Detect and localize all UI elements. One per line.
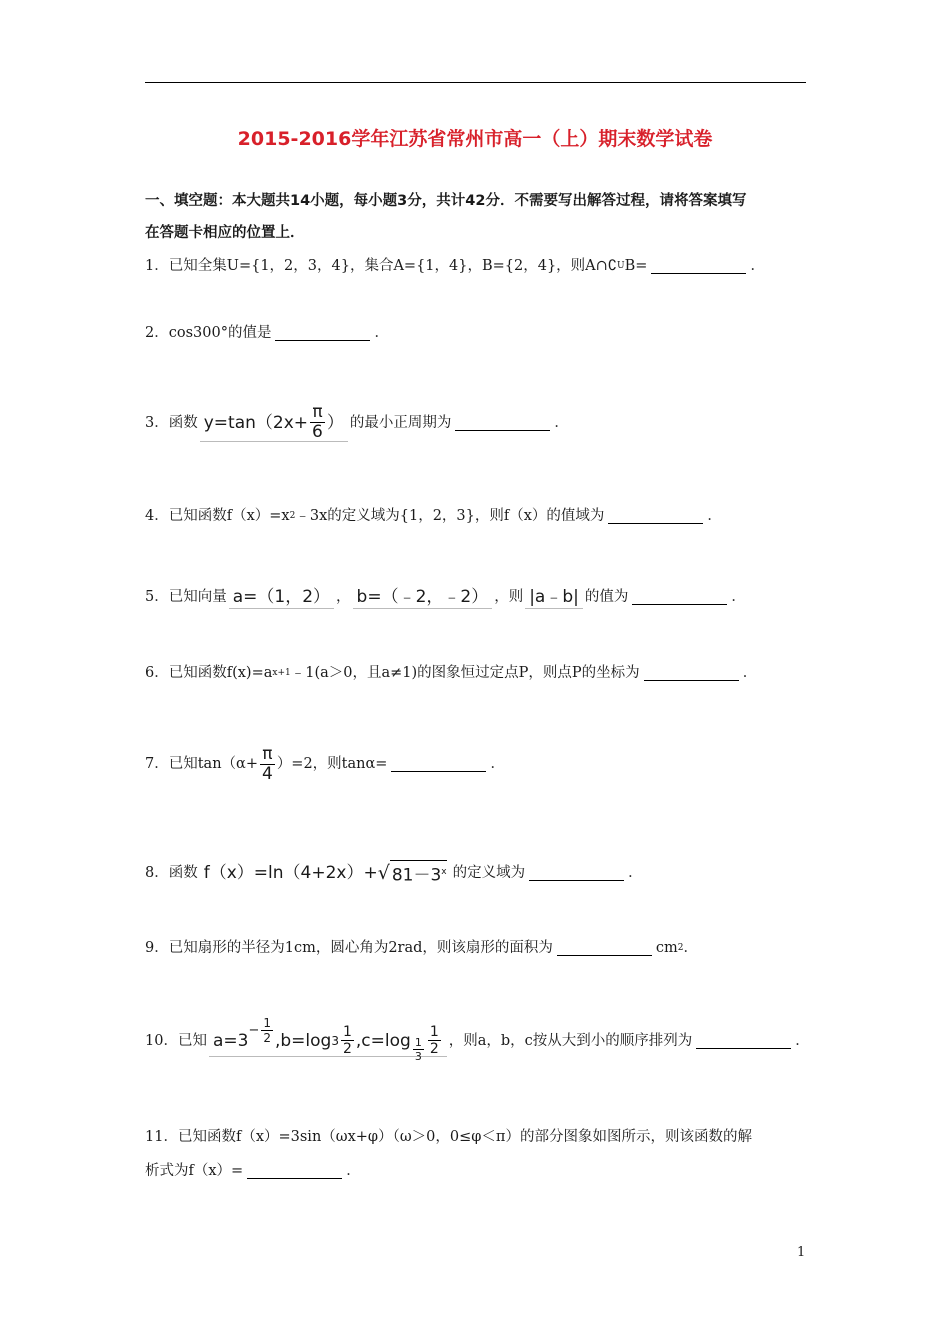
answer-blank[interactable]: [608, 522, 703, 524]
exam-title: 2015-2016学年江苏省常州市高一（上）期末数学试卷: [237, 128, 713, 150]
answer-blank[interactable]: [651, 272, 746, 274]
answer-blank[interactable]: [557, 954, 652, 956]
answer-blank[interactable]: [247, 1177, 342, 1179]
answer-blank[interactable]: [529, 879, 624, 881]
answer-blank[interactable]: [632, 603, 727, 605]
question-6: 6．已知函数f(x)=a x+1 ﹣1(a＞0，且a≠1)的图象恒过定点P，则点P的坐标为 ．: [145, 665, 758, 681]
question-3: 3．函数 y=tan（2x+ $\frac{\pi}{6}$ ） 的最小正周期为 ．: [145, 402, 569, 442]
answer-blank[interactable]: [696, 1047, 791, 1049]
answer-blank[interactable]: [391, 770, 486, 772]
section-instructions: [145, 185, 810, 249]
question-2: 2．cos300°的值是 ．: [145, 325, 389, 341]
vector-diff-image: |a﹣b|: [525, 586, 583, 609]
section-line-2: 在答题卡相应的位置上．: [145, 225, 305, 241]
question-8: 8．函数 f（x）=ln（4+2x）+ √ $81-3^x$ 的定义域为 ．: [145, 858, 643, 888]
question-4: 4．已知函数f（x）=x 2 ﹣3x的定义域为{1，2，3}，则f（x）的值域为 ．: [145, 508, 722, 524]
vector-b-image: b=（﹣2，﹣2）: [353, 586, 493, 609]
formula-image: y=tan（2x+ $\frac{\pi}{6}$ ）: [200, 404, 348, 442]
sqrt-icon: √: [377, 862, 390, 884]
question-7: 7．已知tan（α+ $\frac{\pi}{4}$ ）=2，则tanα= ．: [145, 743, 505, 784]
question-5: 5．已知向量 a=（1，2） ， b=（﹣2，﹣2） ，则 |a﹣b| 的值为 ．: [145, 586, 746, 607]
fraction: $\frac{\pi}{4}$: [261, 743, 273, 784]
vector-a-image: a=（1，2）: [229, 586, 334, 609]
answer-blank[interactable]: [275, 339, 370, 341]
formula-image: f（x）=ln（4+2x）+ √ $81-3^x$: [200, 860, 451, 887]
question-10: 10．已知 a=3 − $\frac{1}{2}$ ,b=log 3 $\frac{1}{2}$ ,c=log $\frac{1}{3}$ $\frac{1}{2}$ ，则a，b，c按从大到小的顺序排列为 ．: [145, 1016, 810, 1063]
header-rule: [145, 82, 806, 83]
section-line-1: 一、填空题：本大题共14小题，每小题3分，共计42分．不需要写出解答过程，请将答案填写: [145, 193, 747, 209]
fraction: $\frac{\pi}{6}$: [312, 402, 323, 442]
formula-image: a=3 − $\frac{1}{2}$ ,b=log 3 $\frac{1}{2}$ ,c=log $\frac{1}{3}$ $\frac{1}{2}$: [209, 1025, 447, 1057]
question-11: 11．已知函数f（x）=3sin（ωx+φ）（ω＞0，0≤φ＜π）的部分图象如图所示，则该函数的解 析式为f（x）= ．: [145, 1129, 752, 1179]
question-9: 9．已知扇形的半径为1cm，圆心角为2rad，则该扇形的面积为 cm 2 ．: [145, 940, 699, 956]
question-1: 1．已知全集U={1，2，3，4}，集合A={1，4}，B={2，4}，则A∩∁ U B= ．: [145, 258, 765, 274]
page-number: 1: [797, 1245, 806, 1260]
answer-blank[interactable]: [455, 429, 550, 431]
answer-blank[interactable]: [644, 679, 739, 681]
